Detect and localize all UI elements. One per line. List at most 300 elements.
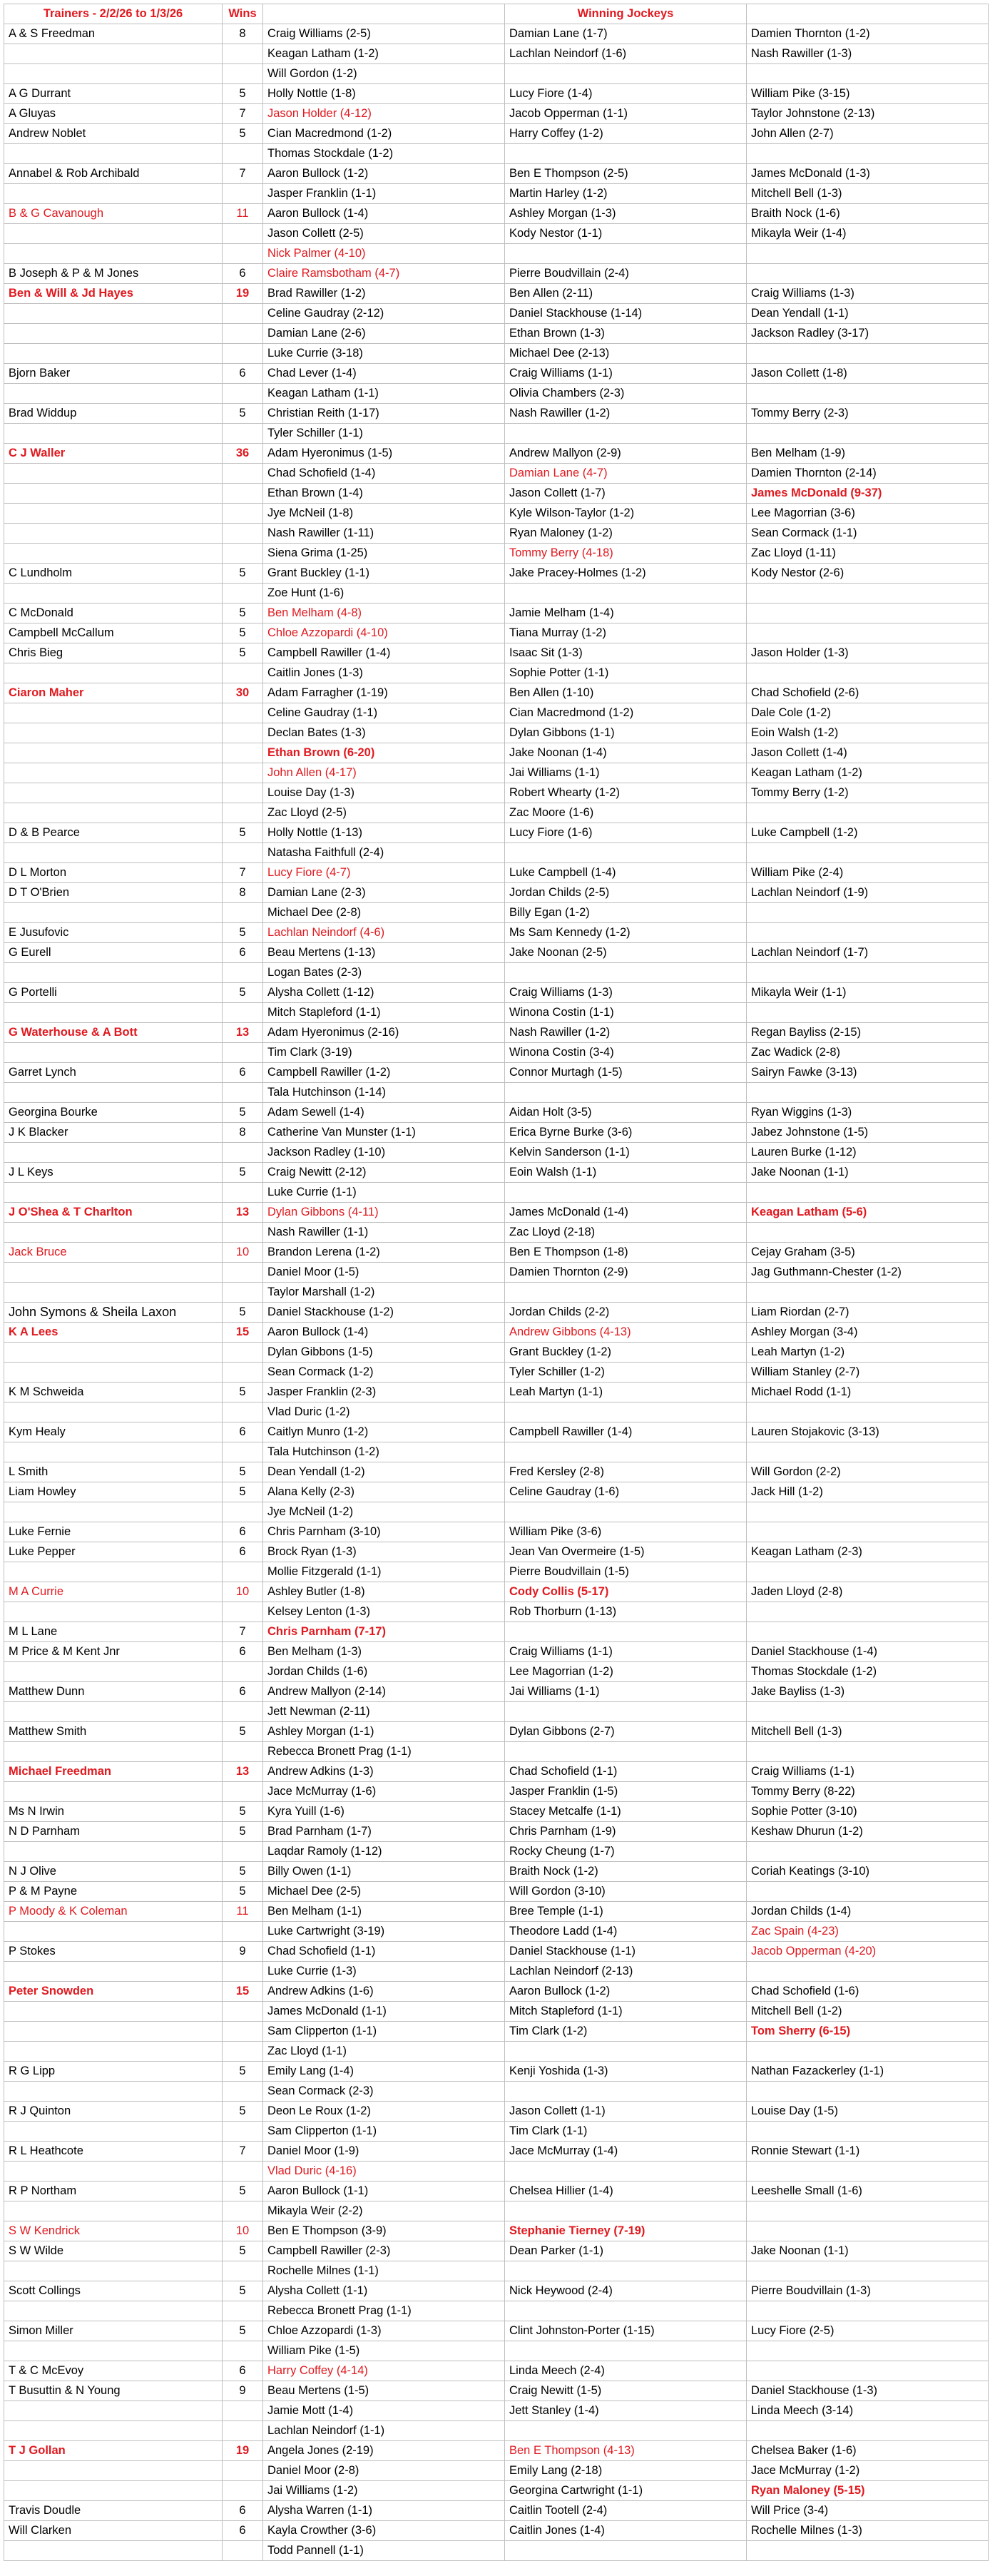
table-row <box>4 404 989 424</box>
table-row <box>4 1023 989 1043</box>
wins-cell <box>223 723 263 743</box>
table-row <box>4 1402 989 1422</box>
trainer-cell: K A Lees <box>4 1323 223 1343</box>
jockey-cell: Vlad Duric (1-2) <box>263 1402 505 1422</box>
wins-cell: 8 <box>223 24 263 44</box>
jockey-cell <box>747 1502 989 1522</box>
wins-cell: 5 <box>223 623 263 643</box>
table-row <box>4 2221 989 2241</box>
jockey-cell: Zac Lloyd (2-18) <box>505 1223 747 1243</box>
wins-cell: 6 <box>223 1542 263 1562</box>
table-row <box>4 304 989 324</box>
jockey-cell <box>747 963 989 983</box>
trainer-cell <box>4 1602 223 1622</box>
jockey-cell: Vlad Duric (4-16) <box>263 2162 505 2182</box>
jockey-cell: Dylan Gibbons (1-5) <box>263 1343 505 1363</box>
wins-cell: 7 <box>223 164 263 184</box>
wins-cell <box>223 484 263 504</box>
jockey-cell: Louise Day (1-5) <box>747 2102 989 2122</box>
wins-cell: 30 <box>223 683 263 703</box>
jockey-cell: Jake Noonan (1-1) <box>747 2241 989 2261</box>
jockey-cell: James McDonald (1-1) <box>263 2002 505 2022</box>
jockey-cell: Cian Macredmond (1-2) <box>505 703 747 723</box>
table-row <box>4 1243 989 1263</box>
wins-cell: 13 <box>223 1203 263 1223</box>
jockey-cell: Zac Spain (4-23) <box>747 1922 989 1942</box>
trainer-cell: Jack Bruce <box>4 1243 223 1263</box>
jockey-cell: Jake Noonan (1-4) <box>505 743 747 763</box>
jockey-cell: Daniel Moor (1-5) <box>263 1263 505 1283</box>
table-row <box>4 1203 989 1223</box>
jockey-cell <box>747 2082 989 2102</box>
jockey-cell: Lucy Fiore (1-4) <box>505 84 747 104</box>
table-row <box>4 1962 989 1982</box>
jockey-cell: Chad Schofield (1-4) <box>263 464 505 484</box>
jockey-cell: Jamie Mott (1-4) <box>263 2401 505 2421</box>
wins-cell <box>223 703 263 723</box>
table-row <box>4 524 989 544</box>
jockey-cell: James McDonald (9-37) <box>747 484 989 504</box>
jockey-cell: Jack Hill (1-2) <box>747 1482 989 1502</box>
trainer-cell: A & S Freedman <box>4 24 223 44</box>
jockey-cell: Pierre Boudvillain (1-5) <box>505 1562 747 1582</box>
jockey-cell: Ben Melham (1-9) <box>747 444 989 464</box>
wins-cell <box>223 424 263 444</box>
trainer-cell: C Lundholm <box>4 564 223 584</box>
jockey-cell: Luke Campbell (1-4) <box>505 863 747 883</box>
wins-cell: 5 <box>223 2281 263 2301</box>
table-row <box>4 2082 989 2102</box>
wins-cell <box>223 1502 263 1522</box>
table-row <box>4 1582 989 1602</box>
trainer-cell: K M Schweida <box>4 1383 223 1402</box>
jockey-cell: Chloe Azzopardi (4-10) <box>263 623 505 643</box>
jockey-cell: Thomas Stockdale (1-2) <box>747 1662 989 1682</box>
table-row <box>4 1143 989 1163</box>
jockey-cell: Jag Guthmann-Chester (1-2) <box>747 1263 989 1283</box>
trainer-cell <box>4 963 223 983</box>
jockey-cell: Cian Macredmond (1-2) <box>263 124 505 144</box>
trainer-cell: D T O'Brien <box>4 883 223 903</box>
jockey-cell: Natasha Faithfull (2-4) <box>263 843 505 863</box>
trainer-cell: Travis Doudle <box>4 2501 223 2521</box>
jockey-cell: Ronnie Stewart (1-1) <box>747 2142 989 2162</box>
wins-cell <box>223 903 263 923</box>
jockey-cell: Jackson Radley (1-10) <box>263 1143 505 1163</box>
jockey-cell: Billy Owen (1-1) <box>263 1862 505 1882</box>
trainer-cell <box>4 244 223 264</box>
jockey-cell <box>747 1742 989 1762</box>
jockey-cell: Chad Schofield (1-6) <box>747 1982 989 2002</box>
trainer-cell: G Portelli <box>4 983 223 1003</box>
jockey-cell <box>505 2541 747 2561</box>
trainer-cell <box>4 2341 223 2361</box>
trainer-cell: M L Lane <box>4 1622 223 1642</box>
jockey-cell: Cody Collis (5-17) <box>505 1582 747 1602</box>
trainer-cell: P & M Payne <box>4 1882 223 1902</box>
trainer-cell: Simon Miller <box>4 2321 223 2341</box>
jockey-cell: Adam Farragher (1-19) <box>263 683 505 703</box>
jockey-cell: Campbell Rawiller (1-4) <box>505 1422 747 1442</box>
jockey-cell <box>505 2341 747 2361</box>
jockey-cell: Ethan Brown (1-3) <box>505 324 747 344</box>
wins-cell: 19 <box>223 284 263 304</box>
table-row <box>4 823 989 843</box>
jockey-cell: Tom Sherry (6-15) <box>747 2022 989 2042</box>
wins-cell <box>223 2301 263 2321</box>
table-row <box>4 903 989 923</box>
jockey-cell: Ethan Brown (6-20) <box>263 743 505 763</box>
trainer-cell <box>4 424 223 444</box>
table-row <box>4 623 989 643</box>
wins-cell <box>223 2541 263 2561</box>
trainer-cell <box>4 464 223 484</box>
jockey-cell: Sean Cormack (2-3) <box>263 2082 505 2102</box>
jockey-cell: Craig Williams (1-3) <box>747 284 989 304</box>
jockey-cell: Caitlin Jones (1-3) <box>263 663 505 683</box>
trainer-cell: D & B Pearce <box>4 823 223 843</box>
wins-cell <box>223 1742 263 1762</box>
wins-cell: 5 <box>223 84 263 104</box>
jockey-cell: Alysha Collett (1-12) <box>263 983 505 1003</box>
jockey-cell <box>505 1442 747 1462</box>
trainer-cell <box>4 1442 223 1462</box>
wins-cell: 5 <box>223 643 263 663</box>
trainer-cell <box>4 1502 223 1522</box>
wins-cell: 6 <box>223 1522 263 1542</box>
wins-cell <box>223 1363 263 1383</box>
wins-cell <box>223 1922 263 1942</box>
jockey-cell: Ryan Maloney (5-15) <box>747 2481 989 2501</box>
jockey-cell: Beau Mertens (1-13) <box>263 943 505 963</box>
jockey-cell: Coriah Keatings (3-10) <box>747 1862 989 1882</box>
trainer-cell <box>4 1562 223 1582</box>
trainer-cell: Ciaron Maher <box>4 683 223 703</box>
jockey-cell: Siena Grima (1-25) <box>263 544 505 564</box>
jockey-cell: Luke Cartwright (3-19) <box>263 1922 505 1942</box>
jockey-cell: Jake Bayliss (1-3) <box>747 1682 989 1702</box>
trainer-cell <box>4 783 223 803</box>
jockey-cell <box>505 2201 747 2221</box>
wins-cell: 5 <box>223 404 263 424</box>
jockey-cell: Nick Heywood (2-4) <box>505 2281 747 2301</box>
table-row <box>4 1003 989 1023</box>
jockey-cell: Jacob Opperman (1-1) <box>505 104 747 124</box>
table-row <box>4 64 989 84</box>
jockey-cell <box>747 344 989 364</box>
jockey-cell: Will Price (3-4) <box>747 2501 989 2521</box>
table-row <box>4 863 989 883</box>
table-row <box>4 2341 989 2361</box>
table-row <box>4 1562 989 1582</box>
jockey-cell: John Allen (4-17) <box>263 763 505 783</box>
wins-cell <box>223 1223 263 1243</box>
table-row <box>4 1283 989 1303</box>
jockey-cell: Andrew Adkins (1-3) <box>263 1762 505 1782</box>
trainer-cell: G Waterhouse & A Bott <box>4 1023 223 1043</box>
jockey-cell: Linda Meech (2-4) <box>505 2361 747 2381</box>
jockey-cell: Jordan Childs (1-4) <box>747 1902 989 1922</box>
jockey-cell <box>747 64 989 84</box>
jockey-cell: Nash Rawiller (1-1) <box>263 1223 505 1243</box>
jockey-cell: Lachlan Neindorf (2-13) <box>505 1962 747 1982</box>
jockey-cell: Ashley Morgan (1-3) <box>505 204 747 224</box>
jockey-cell <box>747 384 989 404</box>
trainer-cell <box>4 1962 223 1982</box>
table-row <box>4 1263 989 1283</box>
trainer-cell: T Busuttin & N Young <box>4 2381 223 2401</box>
table-row <box>4 1502 989 1522</box>
jockey-cell: Aaron Bullock (1-4) <box>263 204 505 224</box>
trainer-cell <box>4 2261 223 2281</box>
jockey-cell: Chad Schofield (1-1) <box>263 1942 505 1962</box>
table-row <box>4 424 989 444</box>
trainer-cell <box>4 504 223 524</box>
table-row <box>4 1163 989 1183</box>
trainer-cell: B & G Cavanough <box>4 204 223 224</box>
trainer-cell <box>4 1003 223 1023</box>
jockey-cell: Craig Williams (1-1) <box>747 1762 989 1782</box>
jockey-cell: Daniel Moor (2-8) <box>263 2461 505 2481</box>
jockey-cell: Fred Kersley (2-8) <box>505 1462 747 1482</box>
jockey-cell: Leah Martyn (1-2) <box>747 1343 989 1363</box>
jockey-cell: Chris Parnham (1-9) <box>505 1822 747 1842</box>
wins-cell: 5 <box>223 1103 263 1123</box>
jockey-cell: Jace McMurray (1-4) <box>505 2142 747 2162</box>
jockey-cell <box>505 1083 747 1103</box>
jockey-cell: Brock Ryan (1-3) <box>263 1542 505 1562</box>
jockey-cell: Sean Cormack (1-2) <box>263 1363 505 1383</box>
trainer-cell: Chris Bieg <box>4 643 223 663</box>
jockey-cell: Holly Nottle (1-13) <box>263 823 505 843</box>
winning-jockeys-header: Winning Jockeys <box>505 4 747 24</box>
jockey-cell <box>747 1842 989 1862</box>
trainer-cell <box>4 1283 223 1303</box>
wins-cell: 7 <box>223 2142 263 2162</box>
jockey-cell: William Pike (3-6) <box>505 1522 747 1542</box>
jockey-cell: Ben Melham (1-1) <box>263 1902 505 1922</box>
trainer-cell: M A Currie <box>4 1582 223 1602</box>
table-row <box>4 2201 989 2221</box>
jockey-cell: Tim Clark (3-19) <box>263 1043 505 1063</box>
table-row <box>4 2301 989 2321</box>
jockey-cell <box>747 1283 989 1303</box>
wins-cell <box>223 743 263 763</box>
jockey-cell <box>505 1742 747 1762</box>
table-row <box>4 2281 989 2301</box>
table-row <box>4 364 989 384</box>
jockey-cell: Harry Coffey (4-14) <box>263 2361 505 2381</box>
jockey-cell <box>747 1083 989 1103</box>
jockey-cell: Bree Temple (1-1) <box>505 1902 747 1922</box>
jockey-cell: Christian Reith (1-17) <box>263 404 505 424</box>
table-row <box>4 1822 989 1842</box>
jockey-cell <box>747 2162 989 2182</box>
table-row <box>4 104 989 124</box>
jockey-cell <box>747 1962 989 1982</box>
jockey-cell: Ms Sam Kennedy (1-2) <box>505 923 747 943</box>
trainer-cell <box>4 1662 223 1682</box>
table-row <box>4 1123 989 1143</box>
jockey-cell <box>747 2042 989 2062</box>
trainer-cell <box>4 2401 223 2421</box>
wins-cell: 5 <box>223 1462 263 1482</box>
trainer-cell: T & C McEvoy <box>4 2361 223 2381</box>
jockey-cell: Lachlan Neindorf (4-6) <box>263 923 505 943</box>
jockey-cell: Daniel Stackhouse (1-3) <box>747 2381 989 2401</box>
jockey-cell: Robert Whearty (1-2) <box>505 783 747 803</box>
jockey-cell: Jai Williams (1-1) <box>505 1682 747 1702</box>
trainer-cell <box>4 2461 223 2481</box>
table-row <box>4 44 989 64</box>
wins-cell <box>223 2002 263 2022</box>
jockey-cell: Luke Currie (1-3) <box>263 1962 505 1982</box>
jockey-cell: Damian Lane (4-7) <box>505 464 747 484</box>
table-row <box>4 544 989 564</box>
jockey-cell: Eoin Walsh (1-1) <box>505 1163 747 1183</box>
trainer-cell: B Joseph & P & M Jones <box>4 264 223 284</box>
trainer-cell: Campbell McCallum <box>4 623 223 643</box>
trainer-cell: M Price & M Kent Jnr <box>4 1642 223 1662</box>
wins-cell: 6 <box>223 943 263 963</box>
jockey-cell <box>747 144 989 164</box>
jockey-cell: Jacob Opperman (4-20) <box>747 1942 989 1962</box>
wins-cell <box>223 1263 263 1283</box>
jockey-cell: Kelvin Sanderson (1-1) <box>505 1143 747 1163</box>
jockey-cell: Celine Gaudray (2-12) <box>263 304 505 324</box>
trainer-cell: Peter Snowden <box>4 1982 223 2002</box>
wins-cell <box>223 763 263 783</box>
table-row <box>4 1522 989 1542</box>
trainer-cell: Garret Lynch <box>4 1063 223 1083</box>
jockey-cell: Dean Yendall (1-1) <box>747 304 989 324</box>
jockey-cell: Holly Nottle (1-8) <box>263 84 505 104</box>
table-row <box>4 2002 989 2022</box>
jockey-cell: Emily Lang (1-4) <box>263 2062 505 2082</box>
jockey-cell: Brandon Lerena (1-2) <box>263 1243 505 1263</box>
jockey-cell: Laqdar Ramoly (1-12) <box>263 1842 505 1862</box>
table-row <box>4 743 989 763</box>
table-row <box>4 2521 989 2541</box>
jockey-cell: Chelsea Baker (1-6) <box>747 2441 989 2461</box>
jockey-cell: Jace McMurray (1-6) <box>263 1782 505 1802</box>
table-row <box>4 963 989 983</box>
jockey-cell: Tala Hutchinson (1-14) <box>263 1083 505 1103</box>
jockey-cell <box>747 1602 989 1622</box>
wins-cell <box>223 843 263 863</box>
jockey-cell: Chad Schofield (2-6) <box>747 683 989 703</box>
jockey-cell: Lachlan Neindorf (1-9) <box>747 883 989 903</box>
jockey-cell: Todd Pannell (1-1) <box>263 2541 505 2561</box>
table-row <box>4 284 989 304</box>
jockey-cell: Chris Parnham (7-17) <box>263 1622 505 1642</box>
trainer-cell <box>4 224 223 244</box>
jockey-cell: Ashley Morgan (1-1) <box>263 1722 505 1742</box>
trainer-cell <box>4 524 223 544</box>
wins-cell: 6 <box>223 1063 263 1083</box>
wins-cell <box>223 1402 263 1422</box>
wins-cell: 10 <box>223 2221 263 2241</box>
jockey-cell: Ryan Wiggins (1-3) <box>747 1103 989 1123</box>
jockey-cell <box>505 2082 747 2102</box>
jockey-cell: Logan Bates (2-3) <box>263 963 505 983</box>
wins-cell <box>223 1842 263 1862</box>
trainer-cell <box>4 184 223 204</box>
jockey-cell: Jason Collett (2-5) <box>263 224 505 244</box>
wins-cell: 8 <box>223 883 263 903</box>
jockey-cell: Luke Currie (3-18) <box>263 344 505 364</box>
jockey-cell: Rochelle Milnes (1-1) <box>263 2261 505 2281</box>
wins-cell: 5 <box>223 2062 263 2082</box>
jockey-cell: Daniel Stackhouse (1-1) <box>505 1942 747 1962</box>
jockey-cell: Ben Allen (1-10) <box>505 683 747 703</box>
table-row <box>4 484 989 504</box>
jockey-cell <box>505 584 747 604</box>
jockey-cell: Mitch Stapleford (1-1) <box>263 1003 505 1023</box>
jockey-cell: Sam Clipperton (1-1) <box>263 2122 505 2142</box>
jockey-cell: Andrew Mallyon (2-9) <box>505 444 747 464</box>
trainer-cell <box>4 1402 223 1422</box>
table-row <box>4 564 989 584</box>
table-row <box>4 2541 989 2561</box>
jockey-cell <box>747 1442 989 1462</box>
wins-cell: 6 <box>223 364 263 384</box>
jockey-cell: Campbell Rawiller (1-4) <box>263 643 505 663</box>
jockey-cell: Daniel Moor (1-9) <box>263 2142 505 2162</box>
table-row <box>4 1782 989 1802</box>
jockey-cell: Winona Costin (3-4) <box>505 1043 747 1063</box>
jockey-cell: Will Gordon (1-2) <box>263 64 505 84</box>
wins-cell <box>223 783 263 803</box>
jockey-cell <box>747 244 989 264</box>
trainer-cell: J L Keys <box>4 1163 223 1183</box>
wins-cell <box>223 963 263 983</box>
wins-cell <box>223 1962 263 1982</box>
wins-cell: 13 <box>223 1023 263 1043</box>
jockey-cell: Jason Holder (4-12) <box>263 104 505 124</box>
jockey-cell: Sophie Potter (1-1) <box>505 663 747 683</box>
table-row <box>4 1542 989 1562</box>
wins-cell <box>223 1083 263 1103</box>
table-row <box>4 1303 989 1323</box>
jockey-cell: Zac Moore (1-6) <box>505 803 747 823</box>
jockey-cell <box>505 1702 747 1722</box>
jockey-cell: Dean Yendall (1-2) <box>263 1462 505 1482</box>
trainer-cell: Ben & Will & Jd Hayes <box>4 284 223 304</box>
wins-cell <box>223 244 263 264</box>
jockey-cell: Mitchell Bell (1-3) <box>747 1722 989 1742</box>
jockey-cell: William Pike (3-15) <box>747 84 989 104</box>
jockey-cell: Craig Williams (2-5) <box>263 24 505 44</box>
table-row <box>4 1602 989 1622</box>
trainer-cell: D L Morton <box>4 863 223 883</box>
jockey-cell: Will Gordon (2-2) <box>747 1462 989 1482</box>
trainer-cell <box>4 2201 223 2221</box>
jockey-cell: Will Gordon (3-10) <box>505 1882 747 1902</box>
wins-cell <box>223 1702 263 1722</box>
trainer-cell <box>4 803 223 823</box>
trainer-cell <box>4 1223 223 1243</box>
jockey-cell: Damien Thornton (2-9) <box>505 1263 747 1283</box>
wins-cell <box>223 1343 263 1363</box>
trainer-cell: Andrew Noblet <box>4 124 223 144</box>
jockey-cell: Clint Johnston-Porter (1-15) <box>505 2321 747 2341</box>
wins-cell <box>223 2401 263 2421</box>
wins-cell <box>223 1183 263 1203</box>
wins-cell: 15 <box>223 1323 263 1343</box>
trainer-cell <box>4 1183 223 1203</box>
jockey-cell: Jasper Franklin (2-3) <box>263 1383 505 1402</box>
